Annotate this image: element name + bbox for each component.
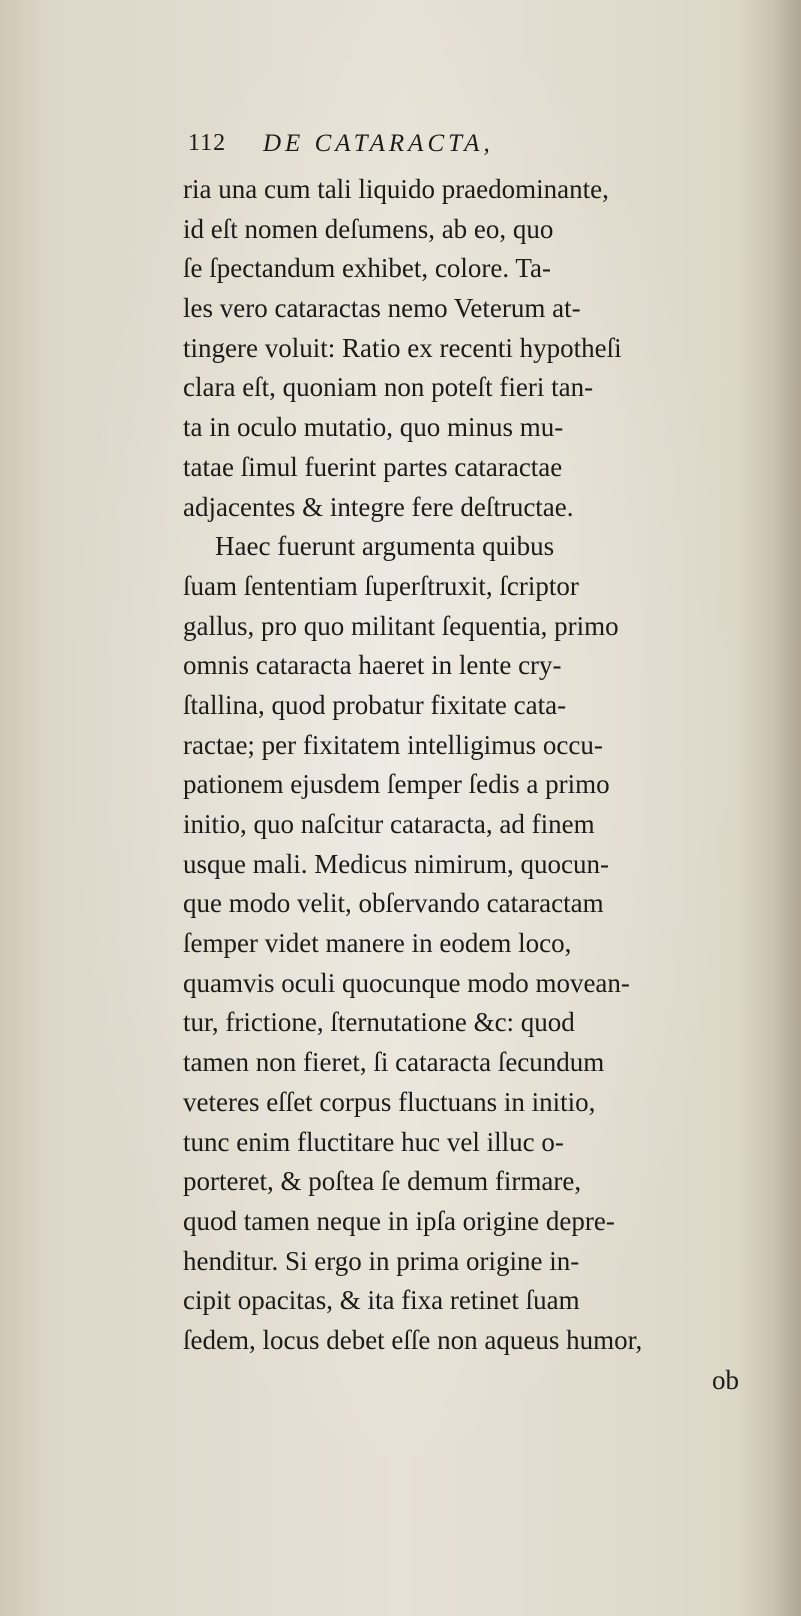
text-line: tingere voluit: Ratio ex recenti hypotheſi: [183, 332, 622, 363]
text-line: quod tamen neque in ipſa origine depre-: [183, 1205, 615, 1236]
paragraph-start-line: Haec fuerunt argumenta quibus: [215, 531, 555, 562]
text-line: cipit opacitas, & ita fixa retinet ſuam: [183, 1285, 580, 1316]
text-line: ria una cum tali liquido praedominante,: [183, 174, 609, 204]
text-line: ſtallina, quod probatur fixitate cata-: [183, 689, 567, 720]
text-line: adjacentes & integre fere deſtructae.: [183, 491, 574, 522]
text-line: tatae ſimul fuerint partes cataractae: [183, 451, 563, 482]
text-line: pationem ejusdem ſemper ſedis a primo: [183, 769, 610, 800]
text-line: ſuam ſententiam ſuperſtruxit, ſcriptor: [183, 570, 579, 601]
text-line: henditur. Si ergo in prima origine in-: [183, 1245, 580, 1276]
text-line: gallus, pro quo militant ſequentia, primo: [183, 610, 619, 641]
text-line: tur, frictione, ſternutatione &c: quod: [183, 1007, 575, 1038]
text-line: quamvis oculi quocunque modo movean-: [183, 967, 630, 998]
text-line: porteret, & poſtea ſe demum firmare,: [183, 1166, 582, 1197]
text-line: ta in oculo mutatio, quo minus mu-: [183, 412, 564, 443]
text-line: que modo velit, obſervando cataractam: [183, 888, 604, 919]
text-line: ſemper videt manere in eodem loco,: [183, 928, 572, 959]
text-line: veteres eſſet corpus fluctuans in initio,: [183, 1086, 596, 1117]
text-line: id eſt nomen deſumens, ab eo, quo: [183, 213, 554, 244]
text-line: initio, quo naſcitur cataracta, ad finem: [183, 809, 595, 839]
text-line: ſedem, locus debet eſſe non aqueus humor,: [183, 1324, 643, 1355]
text-line: omnis cataracta haeret in lente cry-: [183, 650, 562, 681]
page-number: 112: [188, 130, 227, 156]
text-line: tamen non fieret, ſi cataracta ſecundum: [183, 1047, 605, 1078]
text-line: ractae; per fixitatem intelligimus occu-: [183, 729, 603, 760]
running-head: DE CATARACTA,: [263, 130, 494, 157]
catchword: ob: [712, 1364, 739, 1395]
page-header: [188, 118, 688, 158]
text-line: ſe ſpectandum exhibet, colore. Ta-: [183, 253, 551, 284]
text-line: tunc enim fluctitare huc vel illuc o-: [183, 1126, 564, 1157]
body-text: [183, 170, 753, 1400]
page-edge-shadow: [773, 0, 801, 1616]
text-line: usque mali. Medicus nimirum, quocun-: [183, 848, 609, 879]
text-line: clara eſt, quoniam non poteſt fieri tan-: [183, 372, 594, 403]
text-line: les vero cataractas nemo Veterum at-: [183, 293, 581, 324]
